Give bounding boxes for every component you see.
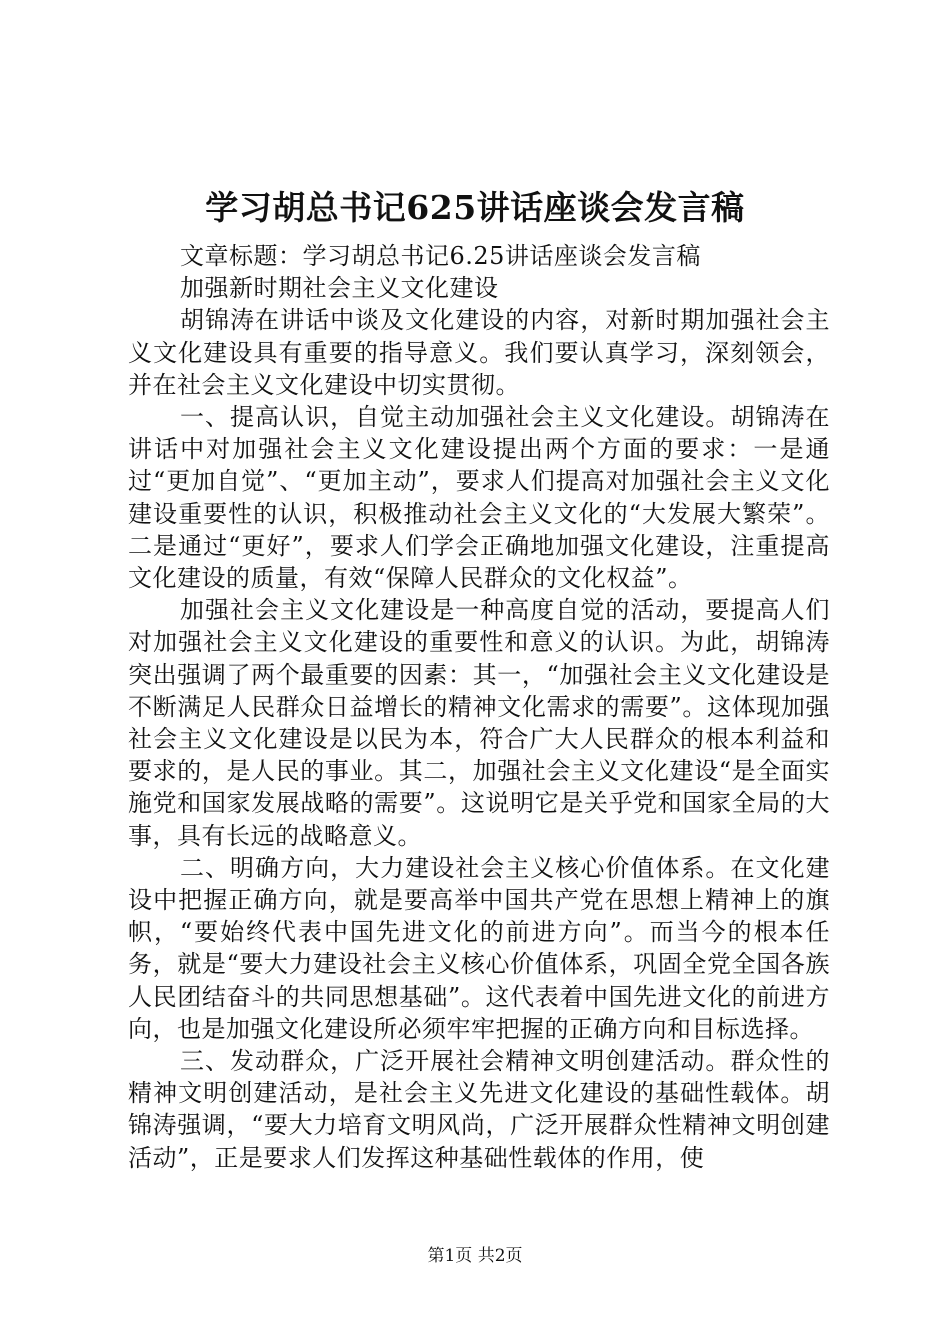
section-heading: 加强新时期社会主义文化建设 xyxy=(180,274,499,303)
paragraph-intro: 胡锦涛在讲话中谈及文化建设的内容，对新时期加强社会主义文化建设具有重要的指导意义。我们要认真学习，深刻领会，并在社会主义文化建设中切实贯彻。 xyxy=(128,306,830,399)
article-title-line: 文章标题：学习胡总书记6.25讲话座谈会发言稿 xyxy=(180,242,701,270)
paragraph-point-3: 三、发动群众，广泛开展社会精神文明创建活动。群众性的精神文明创建活动，是社会主义先进文化建设的基础性载体。胡锦涛强调，“要大力培育文明风尚，广泛开展群众性精神文明创建活动”，正是要求人们发挥这种基础性载体的作用，使 xyxy=(128,1047,830,1172)
paragraph-point-1: 一、提高认识，自觉主动加强社会主义文化建设。胡锦涛在讲话中对加强社会主义文化建设提出两个方面的要求：一是通过“更加自觉”、“更加主动”，要求人们提高对加强社会主义文化建设重要性的认识，积极推动社会主义文化的“大发展大繁荣”。二是通过“更好”，要求人们学会正确地加强文化建设，注重提高文化建设的质量，有效“保障人民群众的文化权益”。 xyxy=(128,403,830,593)
document-title: 学习胡总书记625讲话座谈会发言稿 xyxy=(205,188,745,227)
document-body xyxy=(128,240,830,1174)
paragraph-point-1-detail: 加强社会主义文化建设是一种高度自觉的活动，要提高人们对加强社会主义文化建设的重要性和意义的认识。为此，胡锦涛突出强调了两个最重要的因素：其一，“加强社会主义文化建设是不断满足人民群众日益增长的精神文化需求的需要”。这体现加强社会主义文化建设是以民为本，符合广大人民群众的根本利益和要求的，是人民的事业。其二，加强社会主义文化建设“是全面实施党和国家发展战略的需要”。这说明它是关乎党和国家全局的大事，具有长远的战略意义。 xyxy=(128,596,830,850)
paragraph-point-2: 二、明确方向，大力建设社会主义核心价值体系。在文化建设中把握正确方向，就是要高举中国共产党在思想上精神上的旗帜，“要始终代表中国先进文化的前进方向”。而当今的根本任务，就是“要大力建设社会主义核心价值体系，巩固全党全国各族人民团结奋斗的共同思想基础”。这代表着中国先进文化的前进方向，也是加强文化建设所必须牢牢把握的正确方向和目标选择。 xyxy=(128,853,830,1043)
page-footer: 第1页 共2页 xyxy=(427,1246,523,1266)
